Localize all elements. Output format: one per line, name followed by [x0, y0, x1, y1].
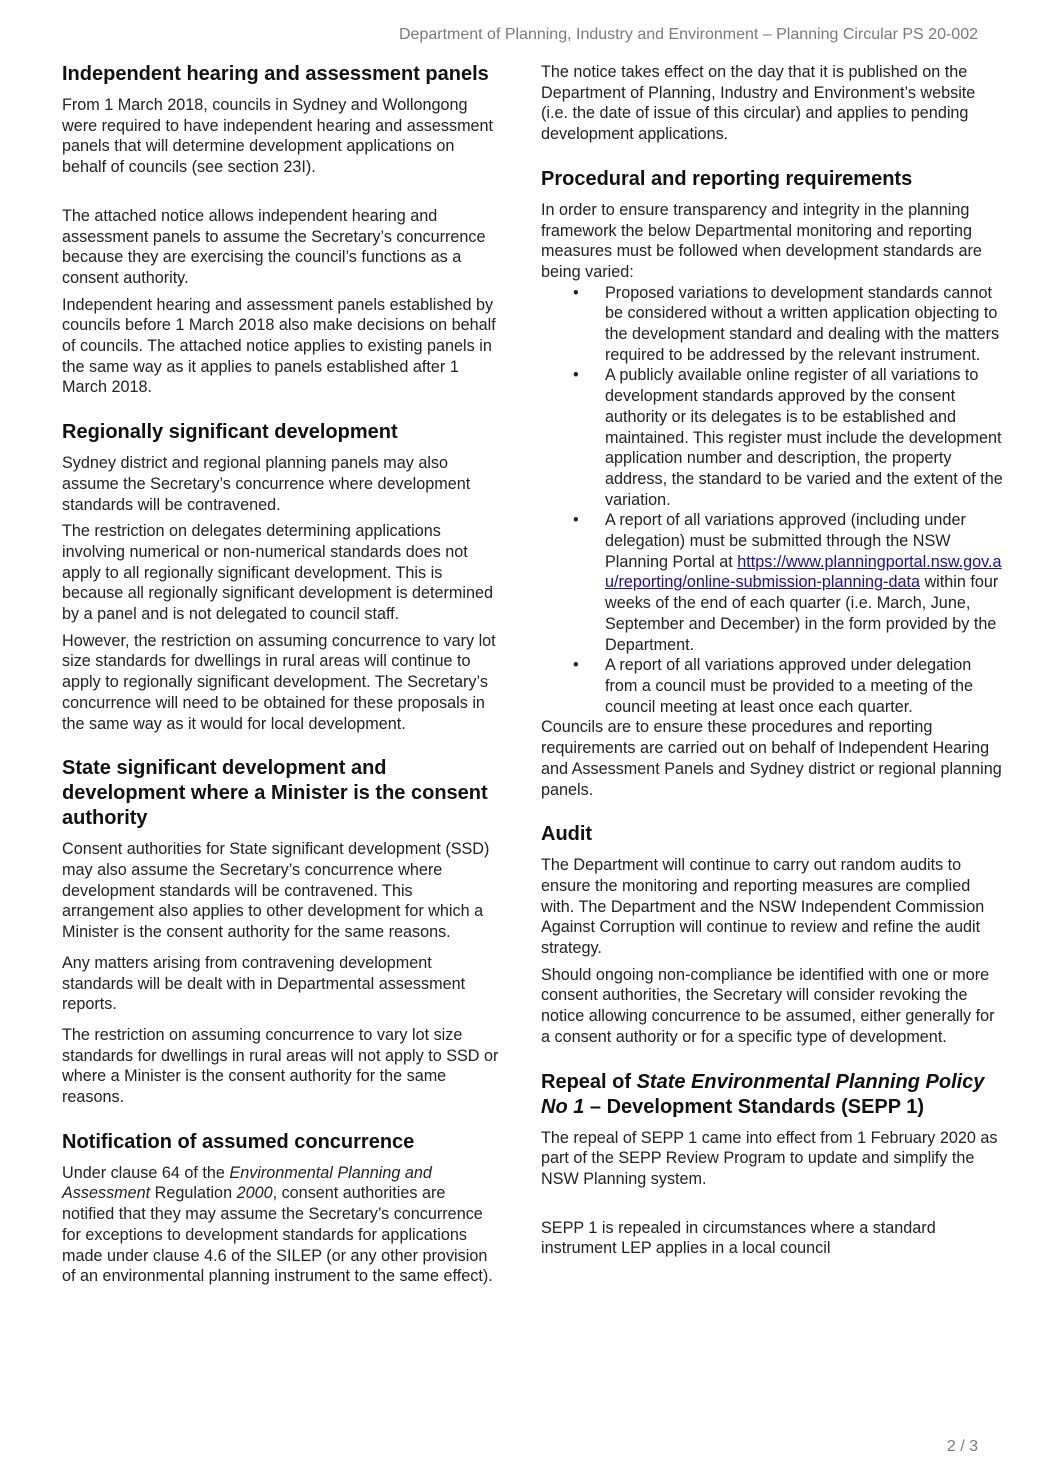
paragraph: Consent authorities for State significant development (SSD) may also assume the Secretary’s concurrence where development standards will be contravened. This arrangement also applies to other development for which a Minister is the consent authority for the same reasons. [62, 840, 490, 942]
paragraph: Sydney district and regional planning panels may also assume the Secretary’s concurrence where development standards will be contravened. [62, 454, 471, 514]
paragraph: In order to ensure transparency and integrity in the planning framework the below Departmental monitoring and reporting measures must be followed when development standards are being varied: [541, 200, 982, 281]
paragraph: The repeal of SEPP 1 came into effect from 1 February 2020 as part of the SEPP Review Program to update and simplify the NSW Planning system. [541, 1128, 998, 1188]
paragraph: The notice takes effect on the day that it is published on the Department of Planning, Industry and Environment’s website (i.e. the date of issue of this circular) and applies to pending development applications. [541, 63, 976, 144]
paragraph: From 1 March 2018, councils in Sydney and Wollongong were required to have independent hearing and assessment panels that will determine development applications on behalf of councils (see section 23I). [62, 96, 494, 177]
paragraph: However, the restriction on assuming concurrence to vary lot size standards for dwellings in rural areas will continue to apply to regionally significant development. The Secretary’s concurrence will need to be obtained for these proposals in the same way as it would for local development. [62, 631, 496, 733]
paragraph: Independent hearing and assessment panels established by councils before 1 March 2018 also make decisions on behalf of councils. The attached notice applies to existing panels in the same way as it applies to panels established after 1 March 2018. [62, 295, 496, 397]
section-heading-audit: Audit [541, 823, 593, 846]
page-header: Department of Planning, Industry and Environment – Planning Circular PS 20-002 [399, 26, 978, 43]
paragraph: The restriction on delegates determining applications involving numerical or non-numerical standards does not apply to all regionally significant development. This is because all regionally significant development is determined by a panel and is not delegated to council staff. [62, 522, 494, 624]
paragraph: Councils are to ensure these procedures and reporting requirements are carried out on behalf of Independent Hearing and Assessment Panels and Sydney district or regional planning panels. [541, 718, 1002, 799]
paragraph: SEPP 1 is repealed in circumstances where a standard instrument LEP applies in a local council [541, 1218, 936, 1258]
list-item: • A publicly available online register of all variations to development standards approved by the consent authority or its delegates is to be established and maintained. This register must include the development application number and description, the property address, the standard to be varied and the extent of the variation. [573, 366, 1003, 509]
list-item: • A report of all variations approved under delegation from a council must be provided to a meeting of the council meeting at least once each quarter. [573, 656, 974, 716]
section-heading-notification: Notification of assumed concurrence [62, 1130, 415, 1153]
section-heading-repeal-sepp1: Repeal of State Environmental Planning Policy No 1 – Development Standards (SEPP 1) [541, 1070, 985, 1118]
paragraph: Any matters arising from contravening development standards will be dealt with in Departmental assessment reports. [62, 953, 466, 1014]
section-heading-procedural-reporting: Procedural and reporting requirements [541, 167, 913, 190]
left-column [62, 62, 502, 1293]
requirements-list [541, 283, 1003, 718]
paragraph-notification: Under clause 64 of the Environmental Planning and Assessment Regulation 2000, consent authorities are notified that they may assume the Secretary’s concurrence for exceptions to development standards for applications made under clause 4.6 of the SILEP (or any other provision of an environmental planning instrument to the same effect). [62, 1163, 493, 1286]
right-column [541, 62, 1003, 1265]
page-number: 2 / 3 [946, 1438, 978, 1455]
paragraph: The Department will continue to carry out random audits to ensure the monitoring and reporting measures are complied with. The Department and the NSW Independent Commission Against Corruption will continue to review and refine the audit strategy. [541, 856, 985, 958]
section-heading-independent-panels: Independent hearing and assessment panels [62, 63, 489, 85]
section-heading-state-significant: State significant development and development where a Minister is the consent authority [62, 757, 488, 830]
list-item: • Proposed variations to development standards cannot be considered without a written application objecting to the development standard and dealing with the matters required to be addressed by the relevant instrument. [573, 283, 1000, 364]
planning-portal-link[interactable]: https://www.planningportal.nsw.gov.au/reporting/online-submission-planning-data [605, 552, 1002, 592]
paragraph: Should ongoing non-compliance be identified with one or more consent authorities, the Secretary will consider revoking the notice allowing concurrence to be assumed, either generally for a consent authority or for a specific type of development. [541, 965, 995, 1046]
list-item: • A report of all variations approved (including under delegation) must be submitted through the NSW Planning Portal at https://www.planningportal.nsw.gov.au/reporting/online-submission-planning-data within four weeks of the end of each quarter (i.e. March, June, September and December) in the form provided by the Department. [573, 511, 1002, 654]
paragraph: The restriction on assuming concurrence to vary lot size standards for dwellings in rural areas will not apply to SSD or where a Minister is the consent authority for the same reasons. [62, 1025, 499, 1107]
paragraph: The attached notice allows independent hearing and assessment panels to assume the Secretary’s concurrence because they are exercising the council’s functions as a consent authority. [62, 206, 486, 287]
section-heading-regionally-significant: Regionally significant development [62, 421, 398, 444]
